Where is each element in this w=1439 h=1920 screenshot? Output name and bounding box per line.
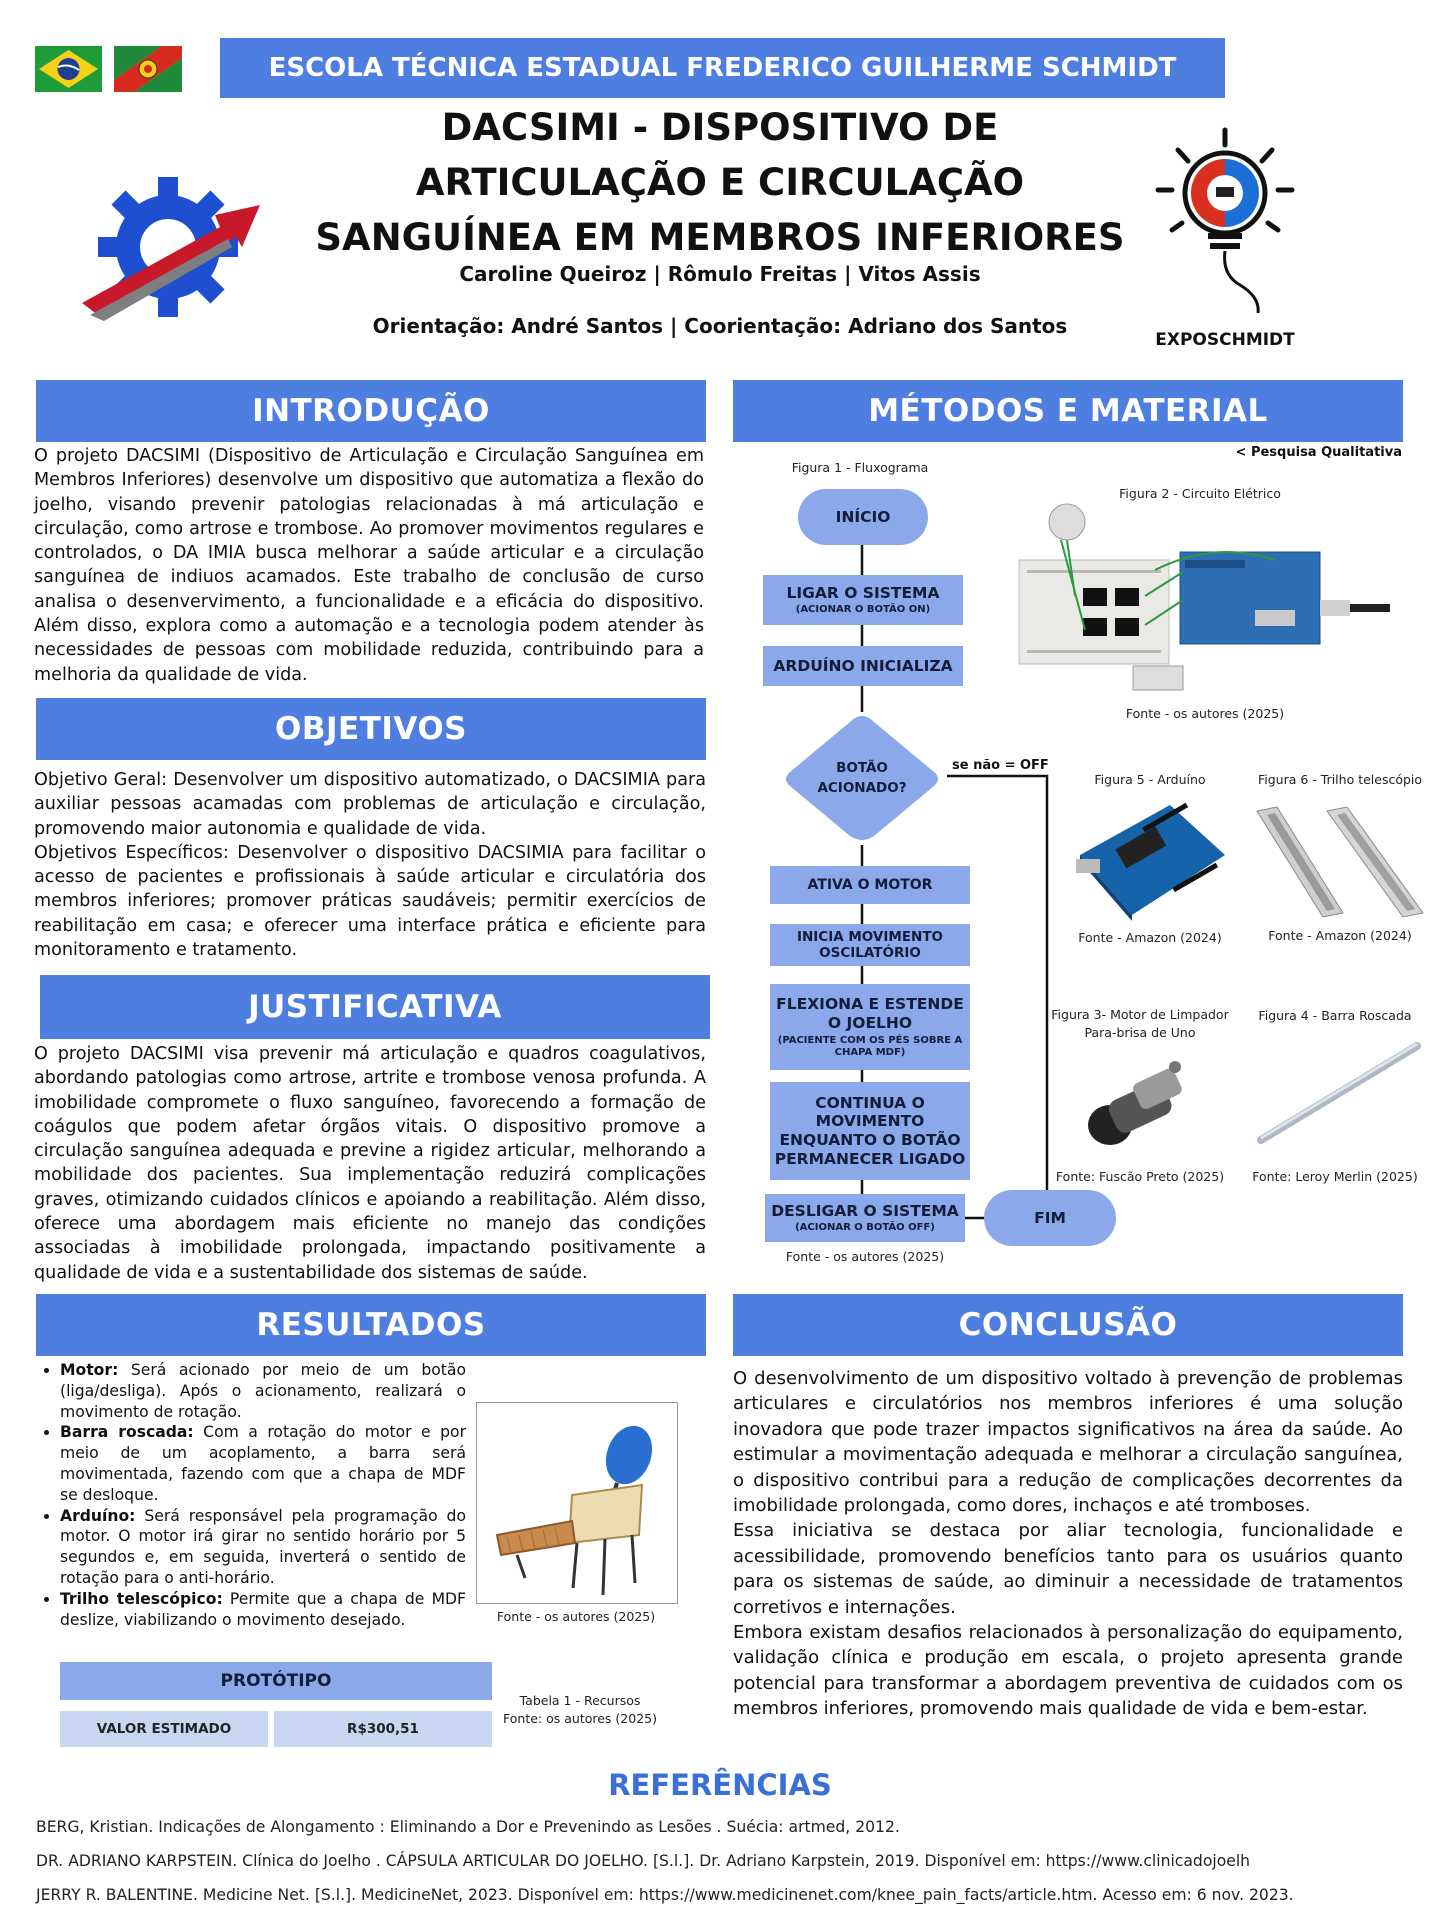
intro-text: O projeto DACSIMI (Dispositivo de Articulação e Circulação Sanguínea em Membros Inferiores) desenvolve um dispositivo que automatiza a flexão do joelho, visando prevenir patologias relacionadas à má articulação e circulação, como artrose e trombose. Ao promover movimentos regulares e controlados, o DA IMIA busca melhorar a saúde articular e a circulação sanguínea de indiuos acamados. Este trabalho de conclusão de curso analisa o desenvervimento, a funcionalidade e a eficácia do dispositivo. Além disso, explora como a automação e a tecnologia podem atender às necessidades de pessoas com mobilidade reduzida, contribuindo para a melhoria da qualidade de vida. (34, 446, 704, 685)
flow-start: INÍCIO (798, 489, 928, 545)
event-label: EXPOSCHMIDT (1155, 330, 1295, 350)
flow-step-arduino-init: ARDUÍNO INICIALIZA (763, 646, 963, 686)
prototype-photo (476, 1402, 678, 1604)
flow-step-motor: ATIVA O MOTOR (770, 866, 970, 904)
conclusion-paragraph-3: Embora existam desafios relacionados à personalização do equipamento, validação clínica e produção em escala, o projeto apresenta grande potencial para transformar a abordagem preventiva de cuidados com os membros inferiores, promovendo mais qualidade de vida e bem-estar. (733, 1622, 1403, 1720)
conclusion-title: CONCLUSÃO (958, 1307, 1178, 1343)
telescopic-rail-photo (1255, 805, 1425, 920)
conclusion-paragraph-1: O desenvolvimento de um dispositivo voltado à prevenção de problemas articulares e circulatórios nos membros inferiores é uma solução inovadora que pode trazer impactos significativos na área da saúde. Ao estimular a movimentação adequada e melhorar a circulação sanguínea, o dispositivo contribui para a redução de complicações decorrentes da imobilidade prolongada, como dores, inchaços e até tromboses. (733, 1368, 1403, 1517)
objectives-title: OBJETIVOS (275, 711, 467, 747)
prototype-photo-source: Fonte - os autores (2025) (496, 1609, 656, 1624)
school-name: ESCOLA TÉCNICA ESTADUAL FREDERICO GUILHERME SCHMIDT (268, 53, 1177, 83)
intro-title: INTRODUÇÃO (252, 393, 490, 429)
circuit-diagram (1015, 500, 1395, 692)
reference-item: DR. ADRIANO KARPSTEIN. Clínica do Joelho . CÁPSULA ARTICULAR DO JOELHO. [S.l.]. Dr. Adriano Karpstein, 2019. Disponível em: https://www.clinicadojoelh (36, 1852, 1251, 1870)
fig2-caption: Figura 2 - Circuito Elétrico (1119, 486, 1281, 501)
justification-text: O projeto DACSIMI visa prevenir má articulação e quadros coagulativos, abordando patologias como artrose, artrite e trombose venosa profunda. A imobilidade compromete o fluxo sanguíneo, favorecendo a formação de coágulos que podem afetar órgãos vitais. O dispositivo promove a circulação sanguínea adequada e previne a rigidez articular, melhorando a mobilidade dos pacientes. Sua implementação reduzirá complicações graves, otimizando cuidados clínicos e apoiando a reabilitação. Além disso, oferece uma abordagem mais eficiente no manejo das condições associadas à imobilidade prolongada, impactando positivamente a qualidade de vida e a sustentabilidade dos sistemas de saúde. (34, 1044, 706, 1283)
prototype-table (60, 1662, 494, 1750)
fig6-source: Fonte - Amazon (2024) (1268, 928, 1412, 943)
threaded-rod-photo (1255, 1040, 1425, 1150)
results-title: RESULTADOS (256, 1307, 486, 1343)
objective-general: Objetivo Geral: Desenvolver um dispositivo automatizado, o DACSIMIA para auxiliar pessoas acamadas com problemas de articulação e circulação, promovendo maior autonomia e qualidade de vida. (34, 770, 706, 839)
flow-step-continue: CONTINUA O MOVIMENTO ENQUANTO O BOTÃO PERMANECER LIGADO (770, 1082, 970, 1180)
table-caption: Tabela 1 - Recursos Fonte: os autores (2025) (503, 1693, 657, 1726)
results-list (40, 1360, 466, 1630)
fig4-source: Fonte: Leroy Merlin (2025) (1252, 1169, 1418, 1184)
flow-no-label: se não = OFF (952, 758, 1049, 773)
title-line-2: ARTICULAÇÃO E CIRCULAÇÃO (415, 161, 1025, 204)
conclusion-heading (733, 1294, 1403, 1356)
fig5-caption: Figura 5 - Arduíno (1094, 772, 1206, 787)
wiper-motor-photo (1080, 1055, 1200, 1155)
conclusion-paragraph-2: Essa iniciativa se destaca por aliar tecnologia, funcionalidade e acessibilidade, promovendo benefícios tanto para os usuários quanto para os sistemas de saúde, ao diminuir a necessidade de tratamentos corretivos e internações. (733, 1520, 1403, 1618)
advisors: Orientação: André Santos | Coorientação: Adriano dos Santos (372, 314, 1068, 338)
list-item: • Trilho telescópico: Permite que a chapa de MDF deslize, viabilizando o movimento desejado. (60, 1589, 466, 1631)
fig1-caption: Figura 1 - Fluxograma (791, 460, 929, 475)
fig4-caption: Figura 4 - Barra Roscada (1258, 1008, 1412, 1023)
list-item: • Barra roscada: Com a rotação do motor e por meio de um acoplamento, a barra será movimentada, fazendo com que a chapa de MDF se desloque. (60, 1422, 466, 1505)
flow-step-turn-off: DESLIGAR O SISTEMA (ACIONAR O BOTÃO OFF) (765, 1194, 965, 1242)
fig2-source: Fonte - os autores (2025) (1125, 706, 1285, 721)
methods-title: MÉTODOS E MATERIAL (868, 393, 1268, 429)
references-title: REFERÊNCIAS (608, 1768, 832, 1802)
fig5-source: Fonte - Amazon (2024) (1078, 930, 1222, 945)
flow-decision: BOTÃO ACIONADO? (782, 712, 942, 846)
reference-item: JERRY R. BALENTINE. Medicine Net. [S.l.]. MedicineNet, 2023. Disponível em: https://www.medicinenet.com/knee_pain_facts/article.htm. Acesso em: 6 nov. 2023. (36, 1886, 1294, 1904)
flow-step-flex: FLEXIONA E ESTENDE O JOELHO (PACIENTE COM OS PÉS SOBRE A CHAPA MDF) (770, 984, 970, 1070)
table-cell-label: VALOR ESTIMADO (60, 1711, 268, 1747)
conclusion-text (733, 1366, 1403, 1722)
fig3-caption: Figura 3- Motor de Limpador Para-brisa de Uno (1051, 1007, 1229, 1040)
table-header-label: PROTÓTIPO (220, 1671, 332, 1691)
table-header (60, 1662, 492, 1700)
objective-specific: Objetivos Específicos: Desenvolver o dispositivo DACSIMIA para facilitar o acesso de pacientes e profissionais à saúde articular e circulatória dos membros inferiores; promover práticas saudáveis; permitir exercícios de reabilitação em casa; e oferecer uma interface prática e eficiente para monitoramento e tratamento. (34, 842, 706, 961)
results-heading (36, 1294, 706, 1356)
fig1-source: Fonte - os autores (2025) (785, 1249, 945, 1264)
flow-step-turn-on: LIGAR O SISTEMA (ACIONAR O BOTÃO ON) (763, 575, 963, 625)
reference-item: BERG, Kristian. Indicações de Alongamento : Eliminando a Dor e Prevenindo as Lesões . Suécia: artmed, 2012. (36, 1818, 900, 1836)
fig3-source: Fonte: Fuscão Preto (2025) (1055, 1169, 1225, 1184)
list-item: • Motor: Será acionado por meio de um botão (liga/desliga). Após o acionamento, realizará o movimento de rotação. (60, 1360, 466, 1422)
flow-step-oscillation: INICIA MOVIMENTO OSCILATÓRIO (770, 924, 970, 966)
fig6-caption: Figura 6 - Trilho telescópio (1257, 772, 1423, 787)
title-line-1: DACSIMI - DISPOSITIVO DE (441, 106, 999, 149)
arduino-photo (1070, 795, 1230, 925)
flow-end: FIM (984, 1190, 1116, 1246)
table-cell-value: R$300,51 (274, 1711, 492, 1747)
justification-title: JUSTIFICATIVA (248, 989, 502, 1025)
title-line-3: SANGUÍNEA EM MEMBROS INFERIORES (315, 216, 1125, 259)
list-item: • Arduíno: Será responsável pela programação do motor. O motor irá girar no sentido horário por 5 segundos e, em seguida, inverterá o sentido de rotação para o anti-horário. (60, 1506, 466, 1589)
research-note: < Pesquisa Qualitativa (1235, 445, 1402, 460)
authors: Caroline Queiroz | Rômulo Freitas | Vitos Assis (459, 262, 981, 286)
